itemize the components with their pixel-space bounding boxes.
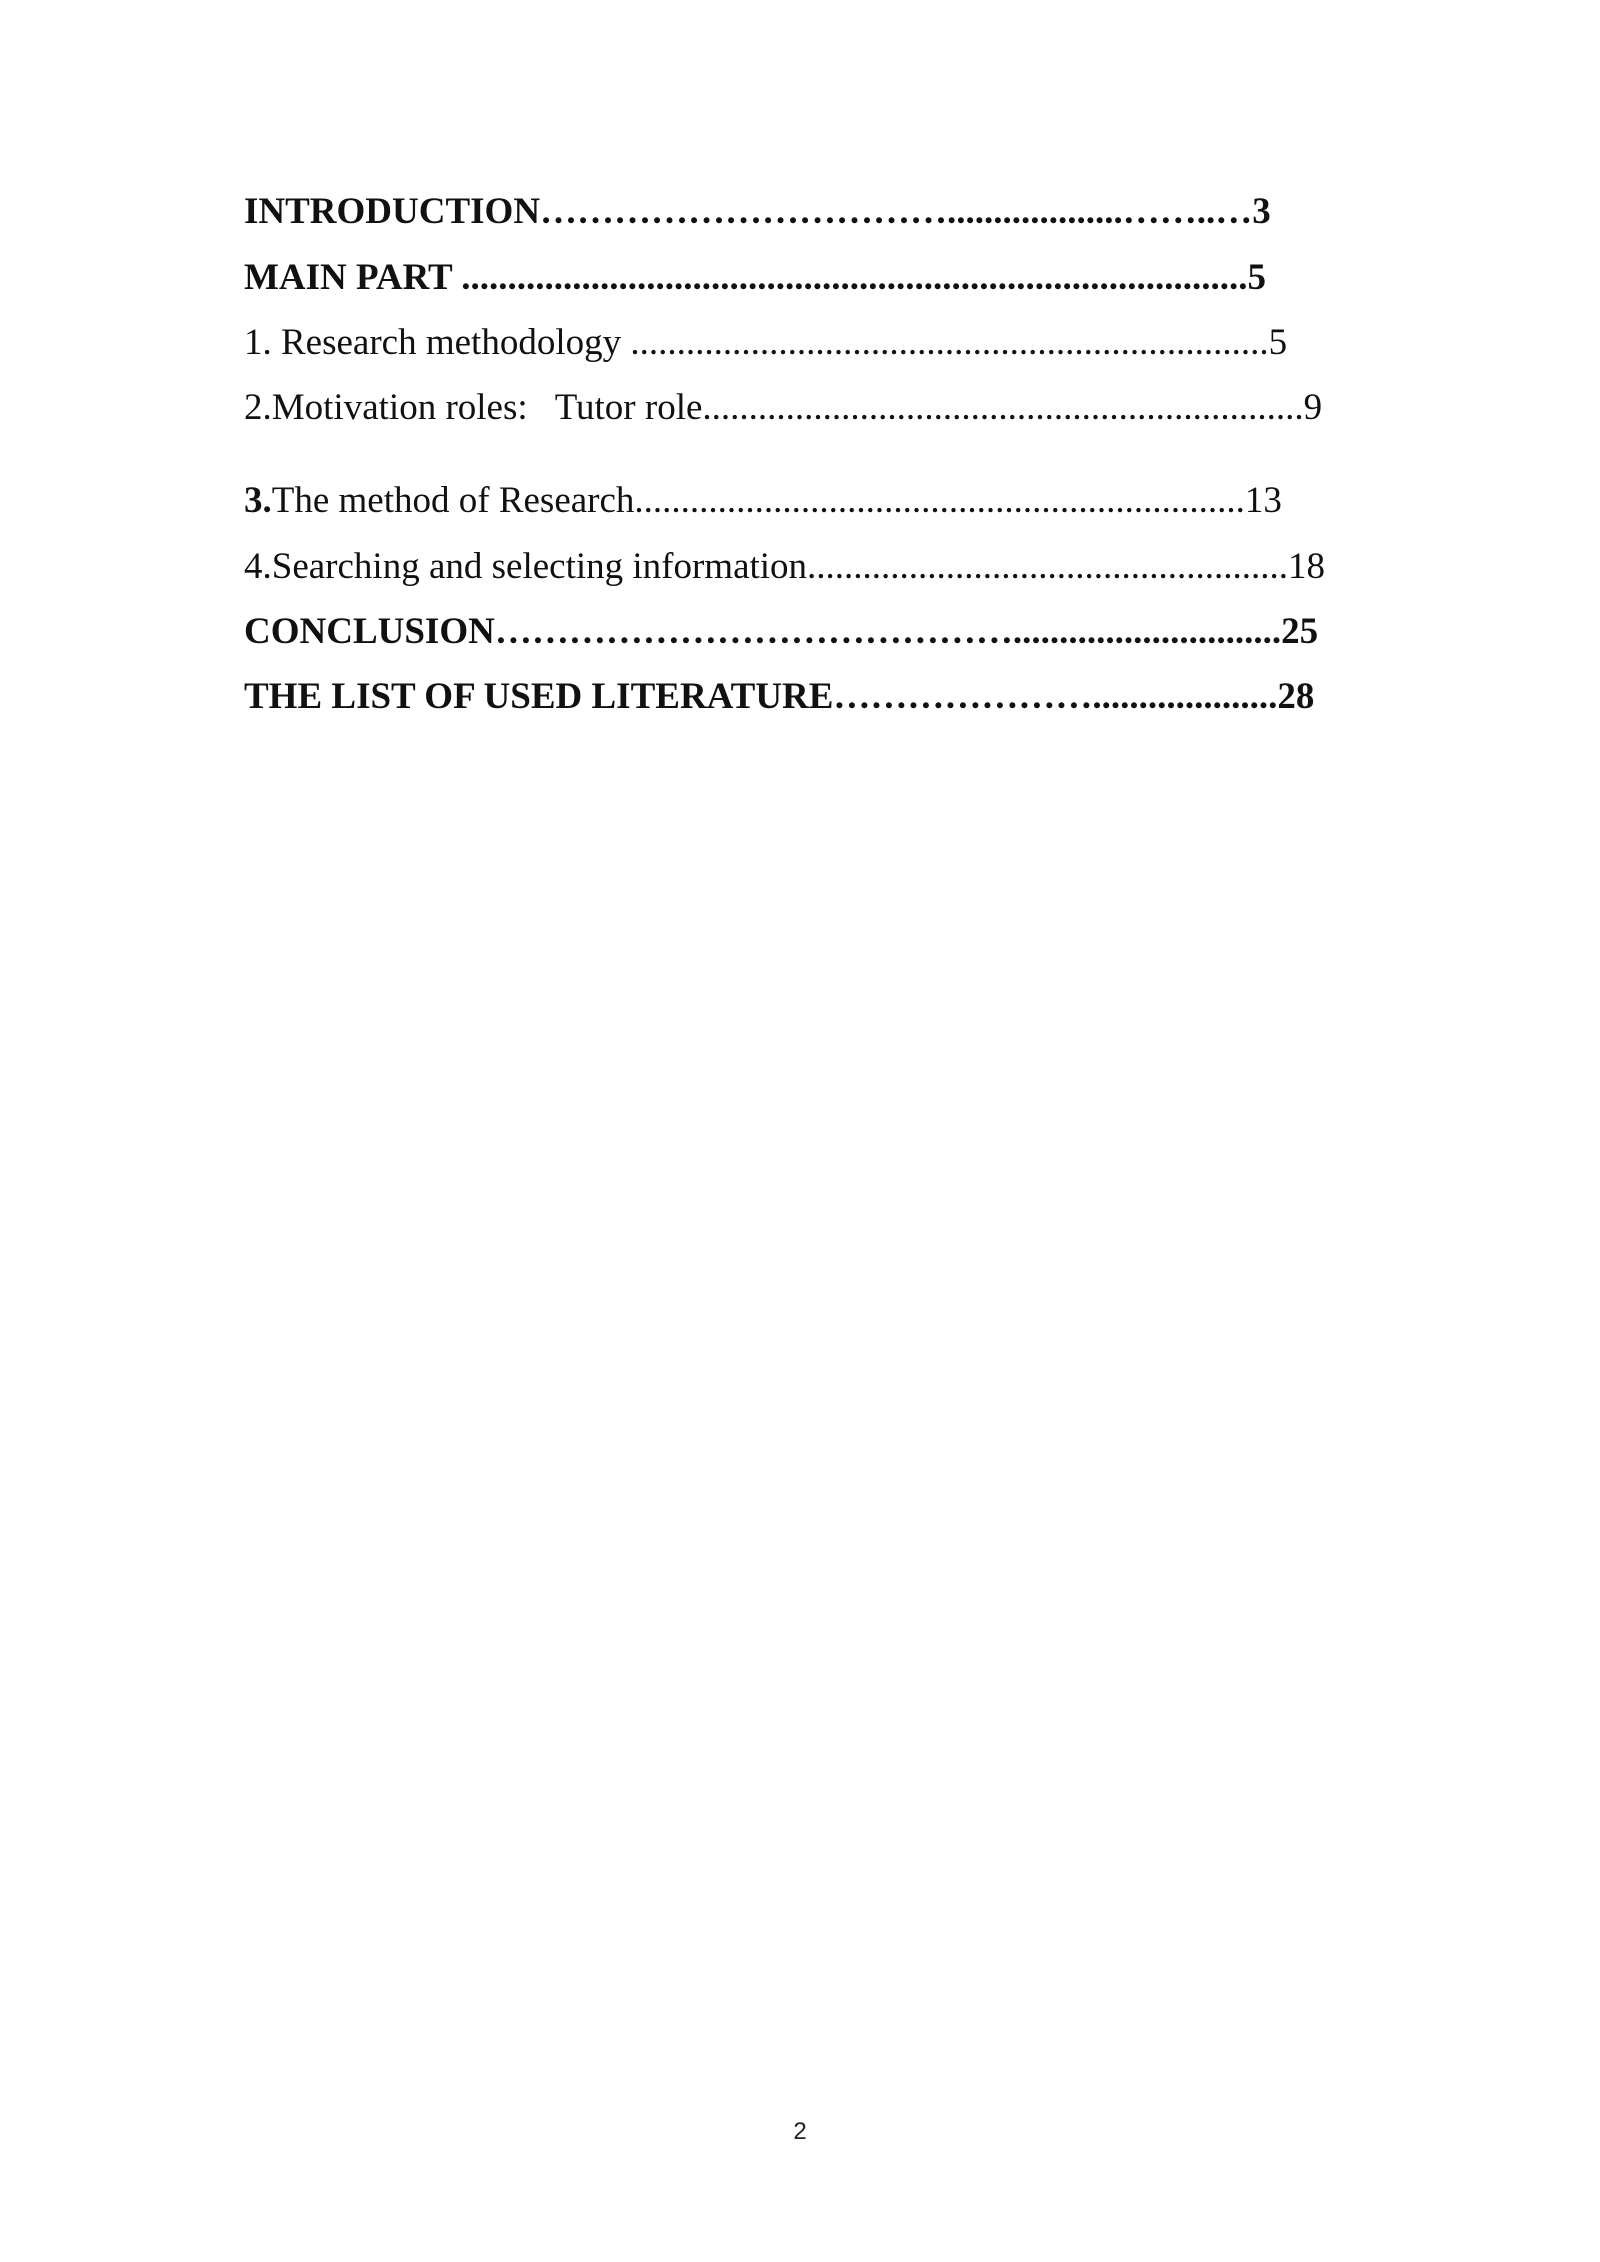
toc-entry-method-of-research — [244, 479, 1282, 523]
toc-entry-method-text: The method of Research..................................................................13 — [271, 480, 1282, 521]
toc-entry-introduction: INTRODUCTION……………………………...................……..…3 — [244, 191, 1271, 232]
toc-entry-method-number: 3. — [244, 480, 272, 521]
toc-entry-motivation-roles: 2.Motivation roles: Tutor role.................................................................9 — [244, 387, 1323, 428]
toc-entry-literature: THE LIST OF USED LITERATURE…………………....................28 — [244, 676, 1315, 717]
toc-entry-conclusion: CONCLUSION…………………………………….............................25 — [244, 611, 1319, 652]
toc-entry-main-part: MAIN PART .....................................................................................5 — [244, 257, 1267, 298]
page-number: 2 — [793, 2118, 807, 2145]
toc-entry-research-methodology: 1. Research methodology .....................................................................5 — [244, 322, 1288, 363]
toc-entry-searching-selecting: 4.Searching and selecting information....................................................18 — [244, 546, 1326, 587]
